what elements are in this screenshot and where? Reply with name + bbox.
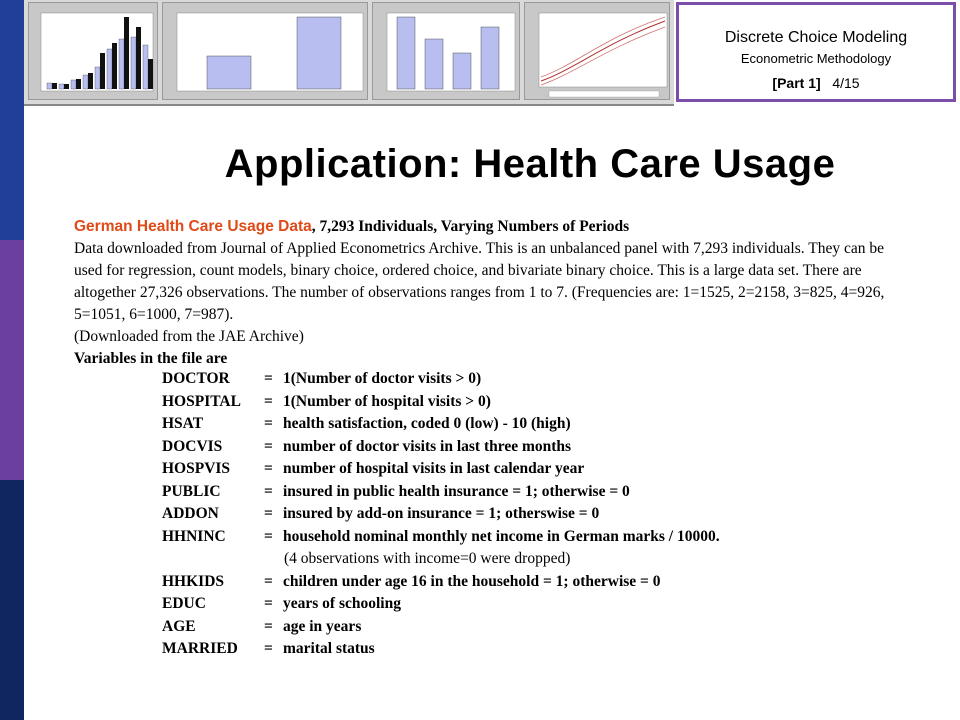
variable-description: health satisfaction, coded 0 (low) - 10 (high) bbox=[283, 415, 571, 432]
variable-name: HSAT bbox=[162, 415, 204, 432]
part-label: [Part 1] bbox=[772, 75, 821, 91]
dataset-description: Data downloaded from Journal of Applied Econometrics Archive. This is an unbalanced panel with 7,293 individuals. They can be used for regression, count models, binary choice, ordered choice, and bivariate binary choice. This is a large data set. There are altogether 27,326 observations. The number of observations ranges from 1 to 7. (Frequencies are: 1=1525, 2=2158, 3=825, 4=926, 5=1051, 6=1000, 7=987). bbox=[74, 240, 885, 323]
bar-chart-thumbnail bbox=[162, 2, 368, 100]
variable-description: insured in public health insurance = 1; otherwise = 0 bbox=[283, 482, 630, 500]
variable-row bbox=[74, 483, 914, 506]
part-indicator bbox=[679, 75, 953, 91]
variable-name: HOSPITAL bbox=[162, 392, 241, 410]
dataset-name: German Health Care Usage Data bbox=[74, 218, 312, 235]
variable-equals: = bbox=[264, 392, 273, 410]
variable-description: years of schooling bbox=[283, 595, 401, 612]
variable-row bbox=[74, 370, 914, 393]
variable-equals: = bbox=[264, 527, 273, 545]
accent-segment bbox=[0, 0, 24, 240]
bar-chart-thumbnail bbox=[372, 2, 520, 100]
variable-name: DOCVIS bbox=[162, 437, 223, 455]
slide-body bbox=[74, 216, 914, 663]
variable-row bbox=[74, 640, 914, 663]
variable-note: (4 observations with income=0 were dropped) bbox=[284, 550, 571, 567]
variable-name: AGE bbox=[162, 617, 196, 635]
variable-description: children under age 16 in the household = 1; otherwise = 0 bbox=[283, 572, 661, 590]
variable-name: HHKIDS bbox=[162, 572, 225, 590]
variable-equals: = bbox=[264, 505, 273, 522]
variable-row bbox=[74, 618, 914, 641]
left-accent-bar bbox=[0, 0, 24, 720]
variable-equals: = bbox=[264, 482, 273, 500]
variable-row bbox=[74, 415, 914, 438]
variable-description: insured by add-on insurance = 1; otherswise = 0 bbox=[283, 505, 600, 522]
variables-heading: Variables in the file are bbox=[74, 350, 228, 367]
variable-equals: = bbox=[264, 572, 273, 590]
variable-equals: = bbox=[264, 415, 273, 432]
line-chart-thumbnail bbox=[524, 2, 670, 100]
variable-equals: = bbox=[264, 595, 273, 612]
accent-segment bbox=[0, 240, 24, 480]
variable-name: PUBLIC bbox=[162, 482, 221, 500]
header-thumbnail-strip bbox=[24, 0, 674, 106]
variable-description: household nominal monthly net income in German marks / 10000. bbox=[283, 527, 720, 545]
dataset-detail: , 7,293 Individuals, Varying Numbers of Periods bbox=[311, 218, 630, 235]
variable-name: ADDON bbox=[162, 505, 219, 522]
dataset-heading bbox=[74, 216, 914, 238]
page-title: Application: Health Care Usage bbox=[224, 142, 836, 186]
variable-name: HHNINC bbox=[162, 527, 226, 545]
variable-row bbox=[74, 438, 914, 461]
course-title: Discrete Choice Modeling bbox=[724, 29, 908, 46]
variable-description: 1(Number of doctor visits > 0) bbox=[283, 370, 482, 387]
variable-name: HOSPVIS bbox=[162, 460, 231, 477]
variable-equals: = bbox=[264, 460, 273, 477]
variable-name: DOCTOR bbox=[162, 370, 230, 387]
histogram-thumbnail bbox=[28, 2, 158, 100]
variable-row bbox=[74, 595, 914, 618]
variable-equals: = bbox=[264, 437, 273, 455]
variable-row bbox=[74, 393, 914, 416]
variable-row bbox=[74, 573, 914, 596]
course-info-box bbox=[676, 2, 956, 102]
variable-name: MARRIED bbox=[162, 640, 238, 657]
variable-name: EDUC bbox=[162, 595, 206, 612]
variable-note-row bbox=[74, 550, 914, 573]
source-note: (Downloaded from the JAE Archive) bbox=[74, 328, 304, 345]
variable-description: number of doctor visits in last three months bbox=[283, 437, 572, 455]
variable-row bbox=[74, 505, 914, 528]
variable-equals: = bbox=[264, 640, 273, 657]
variable-equals: = bbox=[264, 370, 273, 387]
variable-description: number of hospital visits in last calendar year bbox=[283, 460, 585, 477]
variable-description: marital status bbox=[283, 640, 375, 657]
page-number: 4/15 bbox=[832, 75, 860, 91]
variable-description: age in years bbox=[283, 617, 362, 635]
variable-equals: = bbox=[264, 617, 273, 635]
course-subtitle: Econometric Methodology bbox=[740, 51, 892, 66]
variable-description: 1(Number of hospital visits > 0) bbox=[283, 392, 491, 410]
variable-row bbox=[74, 528, 914, 551]
accent-segment bbox=[0, 480, 24, 720]
variable-row bbox=[74, 460, 914, 483]
